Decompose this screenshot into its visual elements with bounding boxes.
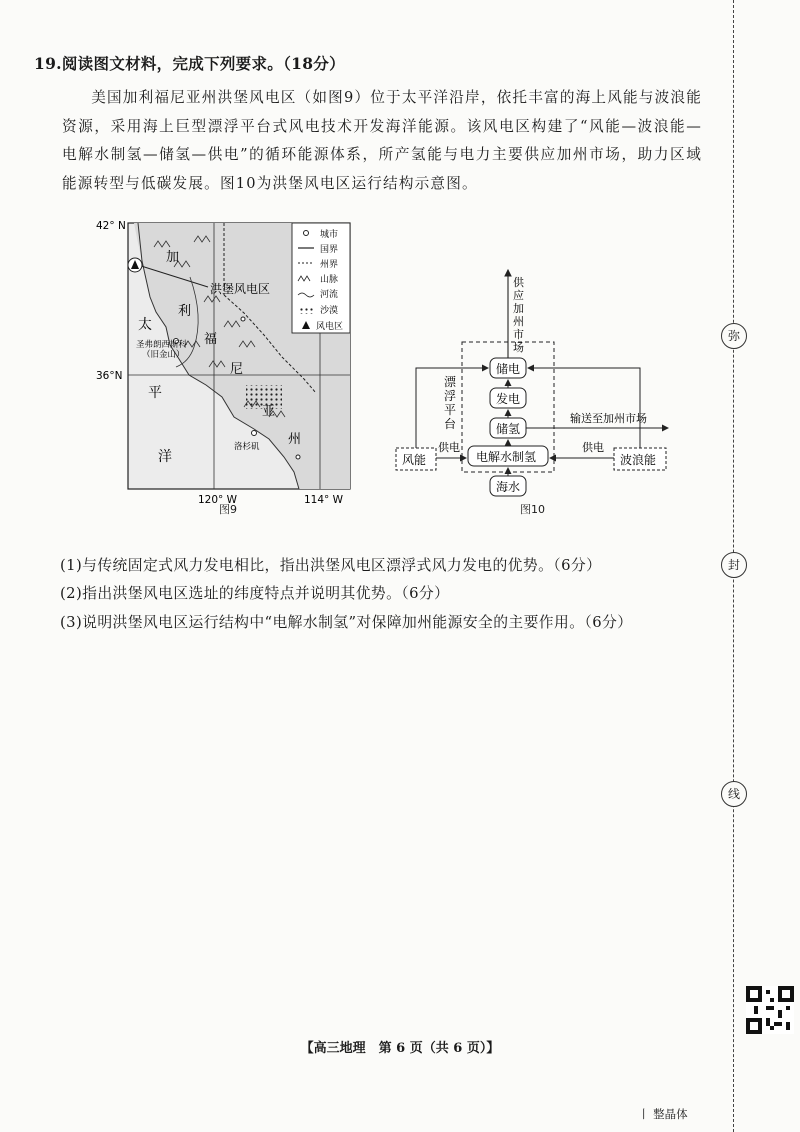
page-footer: 【高三地理 第 6 页（共 6 页）】	[300, 1041, 500, 1056]
question-title: 19.阅读图文材料，完成下列要求。（18分）	[34, 54, 345, 73]
store-power-label: 储电	[496, 362, 521, 376]
svg-text:山脉: 山脉	[320, 275, 339, 285]
svg-text:州界: 州界	[320, 260, 339, 270]
wind-label: 风能	[402, 453, 427, 467]
electrolysis-label: 电解水制氢	[476, 450, 537, 464]
wave-label: 波浪能	[620, 453, 657, 467]
supply-label: 供 应 加 州 市 场	[513, 276, 524, 354]
supply-right-label: 供电	[582, 441, 604, 454]
store-h2-label: 储氢	[496, 422, 521, 436]
qr-code	[746, 986, 794, 1034]
subquestion-1: (1)与传统固定式风力发电相比，指出洪堡风电区漂浮式风力发电的优势。（6分）	[60, 557, 602, 574]
figure-10-diagram	[392, 262, 682, 516]
corner-text: 丨 整晶体	[638, 1107, 688, 1121]
question-paragraph: 美国加利福尼亚州洪堡风电区（如图9）位于太平洋沿岸，依托丰富的海上风能与波浪能资源，采用海上巨型漂浮平台式风电技术开发海洋能源。该风电区构建了“风能—波浪能—电解水制氢—储氢—供电”的循环能源体系，所产氢能与电力主要供应加州市场，助力区域能源转型与低碳发展。图10为洪堡风电区运行结构示意图。	[62, 89, 702, 192]
platform-label: 漂 浮 平 台	[444, 375, 457, 431]
binding-mark-seal: 封	[721, 552, 747, 578]
legend-city-icon	[304, 231, 309, 236]
figure-9-map	[94, 217, 374, 513]
figure-10-caption: 图10	[520, 503, 545, 516]
seawater-label: 海水	[496, 480, 521, 494]
map-svg	[94, 217, 374, 513]
lat-36-label: 36°N	[96, 370, 123, 382]
state-char: 亚	[262, 404, 276, 419]
supply-left-label: 供电	[438, 441, 460, 454]
transport-label: 输送至加州市场	[570, 412, 647, 425]
svg-text:河流: 河流	[320, 290, 339, 300]
binding-mark-seal: 弥	[721, 323, 747, 349]
subquestion-3: (3)说明洪堡风电区运行结构中“电解水制氢”对保障加州能源安全的主要作用。（6分）	[60, 614, 633, 631]
legend-desert-icon	[298, 306, 314, 314]
state-char: 利	[178, 304, 192, 319]
lon-114-label: 114° W	[304, 494, 344, 506]
city-la	[252, 431, 257, 436]
generate-label: 发电	[496, 392, 521, 406]
binding-mark-line: 线	[721, 781, 747, 807]
svg-text:国界: 国界	[320, 245, 339, 255]
ocean-char: 太	[138, 317, 152, 333]
city-la-label: 洛杉矶	[234, 442, 260, 452]
state-char: 福	[204, 332, 218, 347]
city-sf-sublabel: （旧金山）	[142, 350, 185, 360]
lon-120-label: 120° W	[198, 494, 238, 506]
figure-9-caption: 图9	[219, 503, 237, 516]
svg-text:沙漠: 沙漠	[320, 306, 339, 316]
ocean-char: 平	[148, 385, 162, 401]
subquestion-2: (2)指出洪堡风电区选址的纬度特点并说明其优势。（6分）	[60, 585, 450, 602]
svg-text:城市: 城市	[320, 230, 339, 240]
svg-text:风电区: 风电区	[316, 322, 344, 332]
state-char: 加	[166, 250, 180, 265]
state-char: 尼	[230, 362, 244, 377]
lat-42-label: 42° N	[96, 220, 126, 232]
ocean-char: 洋	[158, 449, 172, 465]
site-label: 洪堡风电区	[210, 282, 271, 296]
state-char: 州	[288, 432, 302, 447]
city-sf-label: 圣弗朗西斯科	[136, 340, 188, 350]
